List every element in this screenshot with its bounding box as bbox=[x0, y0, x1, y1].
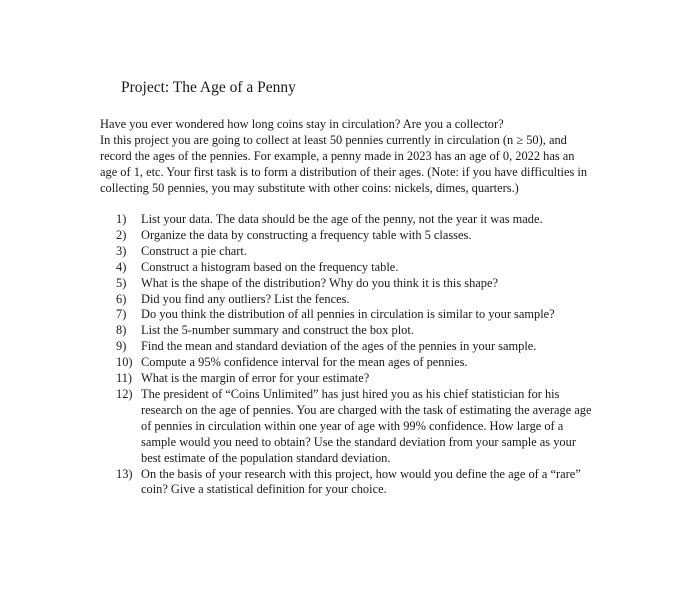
task-line: Did you find any outliers? List the fences. bbox=[141, 291, 350, 306]
task-text bbox=[141, 355, 656, 371]
task-item bbox=[116, 244, 656, 260]
task-number: 13) bbox=[116, 466, 133, 481]
task-item bbox=[116, 212, 656, 228]
task-number: 3) bbox=[116, 243, 127, 258]
task-line: Organize the data by constructing a frequency table with 5 classes. bbox=[141, 227, 472, 242]
task-line: What is the shape of the distribution? Why do you think it is this shape? bbox=[141, 275, 498, 290]
task-line: The president of “Coins Unlimited” has just hired you as his chief statistician for his bbox=[141, 386, 560, 401]
task-line: Compute a 95% confidence interval for the mean ages of pennies. bbox=[141, 355, 468, 370]
task-text bbox=[141, 276, 656, 292]
task-line: Do you think the distribution of all pennies in circulation is similar to your sample? bbox=[141, 307, 555, 322]
task-item bbox=[116, 387, 656, 467]
task-number: 11) bbox=[116, 371, 133, 386]
intro-line: age of 1, etc. Your first task is to form a distribution of their ages. (Note: if you have difficulties in bbox=[100, 164, 588, 179]
task-line: Find the mean and standard deviation of the ages of the pennies in your sample. bbox=[141, 339, 537, 354]
task-item bbox=[116, 467, 656, 499]
task-line: List the 5-number summary and construct the box plot. bbox=[141, 323, 414, 338]
task-text bbox=[141, 292, 656, 308]
task-text bbox=[141, 371, 656, 387]
task-line: sample would you need to obtain? Use the standard deviation from your sample as your bbox=[141, 434, 576, 449]
task-line: On the basis of your research with this project, how would you define the age of a “rare” bbox=[141, 466, 581, 481]
task-line: best estimate of the population standard deviation. bbox=[141, 450, 391, 465]
intro-line: Have you ever wondered how long coins stay in circulation? Are you a collector? bbox=[100, 117, 504, 131]
task-list bbox=[116, 212, 656, 498]
intro-line: record the ages of the pennies. For example, a penny made in 2023 has an age of 0, 2022 has an bbox=[100, 148, 575, 163]
intro-paragraph bbox=[100, 117, 640, 197]
task-text bbox=[141, 228, 656, 244]
task-number: 7) bbox=[116, 307, 127, 322]
task-line: of pennies in circulation within one year of age with 99% confidence. How large of a bbox=[141, 418, 564, 433]
intro-line: In this project you are going to collect at least 50 pennies currently in circulation (n ≥ 50), and bbox=[100, 132, 567, 147]
task-item bbox=[116, 292, 656, 308]
task-text bbox=[141, 323, 656, 339]
task-item bbox=[116, 228, 656, 244]
task-line: Construct a histogram based on the frequency table. bbox=[141, 259, 399, 274]
task-text bbox=[141, 467, 656, 499]
task-text bbox=[141, 307, 656, 323]
task-line: coin? Give a statistical definition for your choice. bbox=[141, 482, 387, 497]
task-number: 1) bbox=[116, 212, 127, 226]
document-title: Project: The Age of a Penny bbox=[121, 79, 296, 96]
task-number: 5) bbox=[116, 275, 127, 290]
task-item bbox=[116, 339, 656, 355]
task-item bbox=[116, 371, 656, 387]
intro-line: collecting 50 pennies, you may substitute with other coins: nickels, dimes, quarters.) bbox=[100, 180, 519, 195]
task-number: 12) bbox=[116, 386, 133, 401]
task-text bbox=[141, 212, 656, 228]
task-number: 8) bbox=[116, 323, 127, 338]
task-item bbox=[116, 355, 656, 371]
task-line: Construct a pie chart. bbox=[141, 243, 247, 258]
task-line: research on the age of pennies. You are charged with the task of estimating the average age bbox=[141, 402, 592, 417]
task-text bbox=[141, 244, 656, 260]
task-number: 10) bbox=[116, 355, 133, 370]
task-item bbox=[116, 276, 656, 292]
task-line: List your data. The data should be the age of the penny, not the year it was made. bbox=[141, 212, 543, 226]
task-number: 6) bbox=[116, 291, 127, 306]
task-item bbox=[116, 307, 656, 323]
task-line: What is the margin of error for your estimate? bbox=[141, 371, 370, 386]
task-text bbox=[141, 260, 656, 276]
task-item bbox=[116, 323, 656, 339]
task-text bbox=[141, 339, 656, 355]
task-item bbox=[116, 260, 656, 276]
task-number: 2) bbox=[116, 227, 127, 242]
task-text bbox=[141, 387, 656, 467]
task-number: 4) bbox=[116, 259, 127, 274]
task-number: 9) bbox=[116, 339, 127, 354]
